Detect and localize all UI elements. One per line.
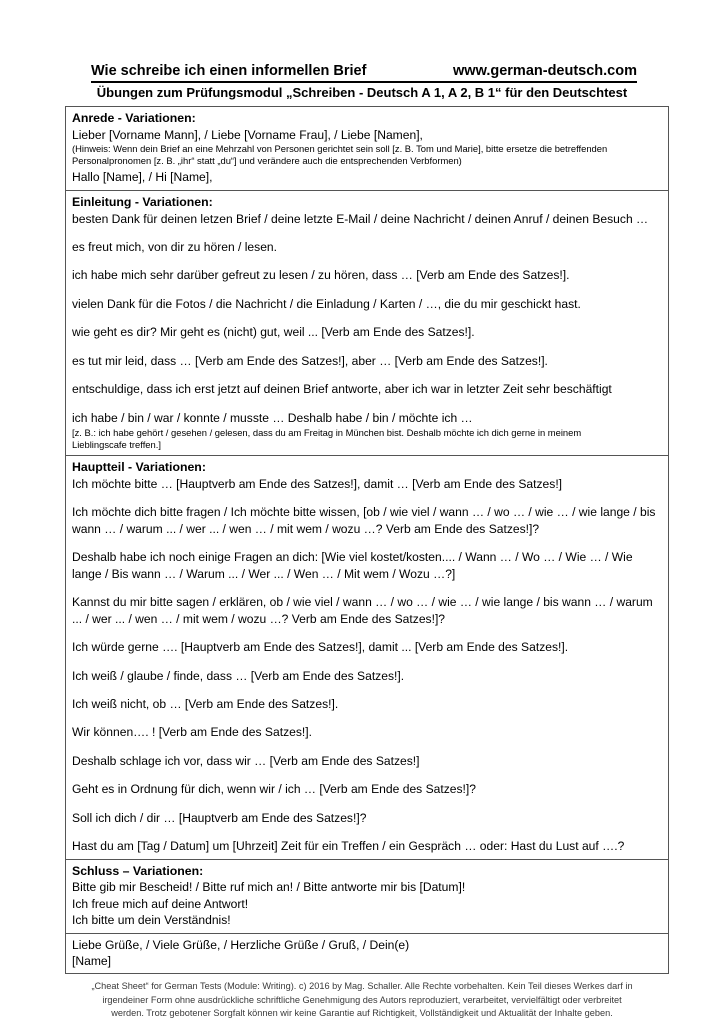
hauptteil-item-3: Deshalb habe ich noch einige Fragen an dich: [Wie viel kostet/kosten.... / Wann … / Wo … / Wie … / Wie lange / Bis wann … / Warum ... / Wer ... / Wen … / Mit wem / Wozu …?] <box>72 550 633 581</box>
anrede-line-1: Lieber [Vorname Mann], / Liebe [Vorname Frau], / Liebe [Namen], <box>72 127 423 142</box>
footer-line-1: „Cheat Sheet“ for German Tests (Module: Writing). c) 2016 by Mag. Schaller. Alle Rechte vorbehalten. Kein Teil dieses Werkes darf in <box>91 981 633 992</box>
schluss-line-3: Ich bitte um dein Verständnis! <box>72 913 231 928</box>
einleitung-item-3: ich habe mich sehr darüber gefreut zu lesen / zu hören, dass … [Verb am Ende des Satzes!]. <box>72 268 570 283</box>
section-hauptteil <box>66 456 668 859</box>
title-row <box>91 62 637 83</box>
schluss-line-2: Ich freue mich auf deine Antwort! <box>72 896 249 911</box>
hauptteil-item-9: Deshalb schlage ich vor, dass wir … [Verb am Ende des Satzes!] <box>72 753 420 768</box>
variations-sheet <box>65 106 669 974</box>
einleitung-example-2: Lieblingscafe treffen.] <box>72 439 161 451</box>
einleitung-item-1: besten Dank für deinen letzen Brief / deine letzte E-Mail / deine Nachricht / deinen Anruf / deinen Besuch … <box>72 211 649 226</box>
gruss-line-2: [Name] <box>72 953 111 968</box>
hauptteil-item-7: Ich weiß nicht, ob … [Verb am Ende des Satzes!]. <box>72 696 339 711</box>
hauptteil-item-2: Ich möchte dich bitte fragen / Ich möchte bitte wissen, [ob / wie viel / wann … / wo … / wie … / wie lange / bis wann … / warum ... / wer ... / wen … / mit wem / wozu …? Verb am Ende des Satzes!]? <box>72 505 656 536</box>
hauptteil-item-10: Geht es in Ordnung für dich, wenn wir / ich … [Verb am Ende des Satzes!]? <box>72 782 477 797</box>
einleitung-item-6: es tut mir leid, dass … [Verb am Ende des Satzes!], aber … [Verb am Ende des Satzes!]. <box>72 353 548 368</box>
anrede-line-2: Hallo [Name], / Hi [Name], <box>72 170 213 185</box>
einleitung-item-5: wie geht es dir? Mir geht es (nicht) gut, weil ... [Verb am Ende des Satzes!]. <box>72 325 475 340</box>
einleitung-item-2: es freut mich, von dir zu hören / lesen. <box>72 239 278 254</box>
schluss-line-1: Bitte gib mir Bescheid! / Bitte ruf mich an! / Bitte antworte mir bis [Datum]! <box>72 880 466 895</box>
section-heading-anrede: Anrede - Variationen: <box>72 111 196 126</box>
section-einleitung <box>66 191 668 457</box>
einleitung-example-1: [z. B.: ich habe gehört / gesehen / gelesen, dass du am Freitag in München bist. Deshalb möchte ich dich gerne in meinem <box>72 427 582 439</box>
section-anrede <box>66 107 668 191</box>
hauptteil-item-6: Ich weiß / glaube / finde, dass … [Verb am Ende des Satzes!]. <box>72 668 405 683</box>
footer-copyright <box>62 980 662 1020</box>
section-heading-einleitung: Einleitung - Variationen: <box>72 194 213 209</box>
einleitung-item-4: vielen Dank für die Fotos / die Nachricht / die Einladung / Karten / …, die du mir geschickt hast. <box>72 296 581 311</box>
einleitung-item-7: entschuldige, dass ich erst jetzt auf deinen Brief antworte, aber ich war in letzter Zeit sehr beschäftigt <box>72 382 612 397</box>
hauptteil-item-5: Ich würde gerne …. [Hauptverb am Ende des Satzes!], damit ... [Verb am Ende des Satzes!]. <box>72 640 569 655</box>
page-header <box>0 0 724 102</box>
hauptteil-item-12: Hast du am [Tag / Datum] um [Uhrzeit] Zeit für ein Treffen / ein Gespräch … oder: Hast du Lust auf ….? <box>72 839 625 854</box>
anrede-note-2: Personalpronomen [z. B. „ihr“ statt „du“] und verändere auch die entsprechenden Verbformen) <box>72 155 462 167</box>
page-title: Wie schreibe ich einen informellen Brief <box>91 63 367 79</box>
section-heading-schluss: Schluss – Variationen: <box>72 863 204 878</box>
einleitung-item-8: ich habe / bin / war / konnte / musste … Deshalb habe / bin / möchte ich … <box>72 410 473 425</box>
gruss-line-1: Liebe Grüße, / Viele Grüße, / Herzliche Grüße / Gruß, / Dein(e) <box>72 937 410 952</box>
hauptteil-item-8: Wir können…. ! [Verb am Ende des Satzes!]. <box>72 725 312 740</box>
footer-line-3: werden. Trotz gebotener Sorgfalt können wir keine Garantie auf Richtigkeit, Vollständigkeit und Aktualität der Inhalte geben. <box>111 1008 613 1019</box>
hauptteil-item-11: Soll ich dich / dir … [Hauptverb am Ende des Satzes!]? <box>72 810 367 825</box>
website-url: www.german-deutsch.com <box>453 63 637 79</box>
section-gruss <box>66 934 668 974</box>
page-subtitle: Übungen zum Prüfungsmodul „Schreiben - Deutsch A 1, A 2, B 1“ für den Deutschtest <box>96 85 628 101</box>
anrede-note-1: (Hinweis: Wenn dein Brief an eine Mehrzahl von Personen gerichtet sein soll [z. B. Tom und Marie], bitte ersetze die betreffenden <box>72 143 608 155</box>
section-heading-hauptteil: Hauptteil - Variationen: <box>72 460 206 475</box>
hauptteil-item-4: Kannst du mir bitte sagen / erklären, ob / wie viel / wann … / wo … / wie … / wie lange / bis wann … / warum ... / wer ... / wen … / mit wem / wozu …? Verb am Ende des Satzes!]? <box>72 595 653 626</box>
hauptteil-item-1: Ich möchte bitte … [Hauptverb am Ende des Satzes!], damit … [Verb am Ende des Satzes!] <box>72 477 563 492</box>
footer-line-2: irgendeiner Form ohne ausdrückliche schriftliche Genehmigung des Autors reproduziert, verarbeitet, vervielfältigt oder verbreitet <box>102 994 622 1005</box>
section-schluss <box>66 860 668 934</box>
